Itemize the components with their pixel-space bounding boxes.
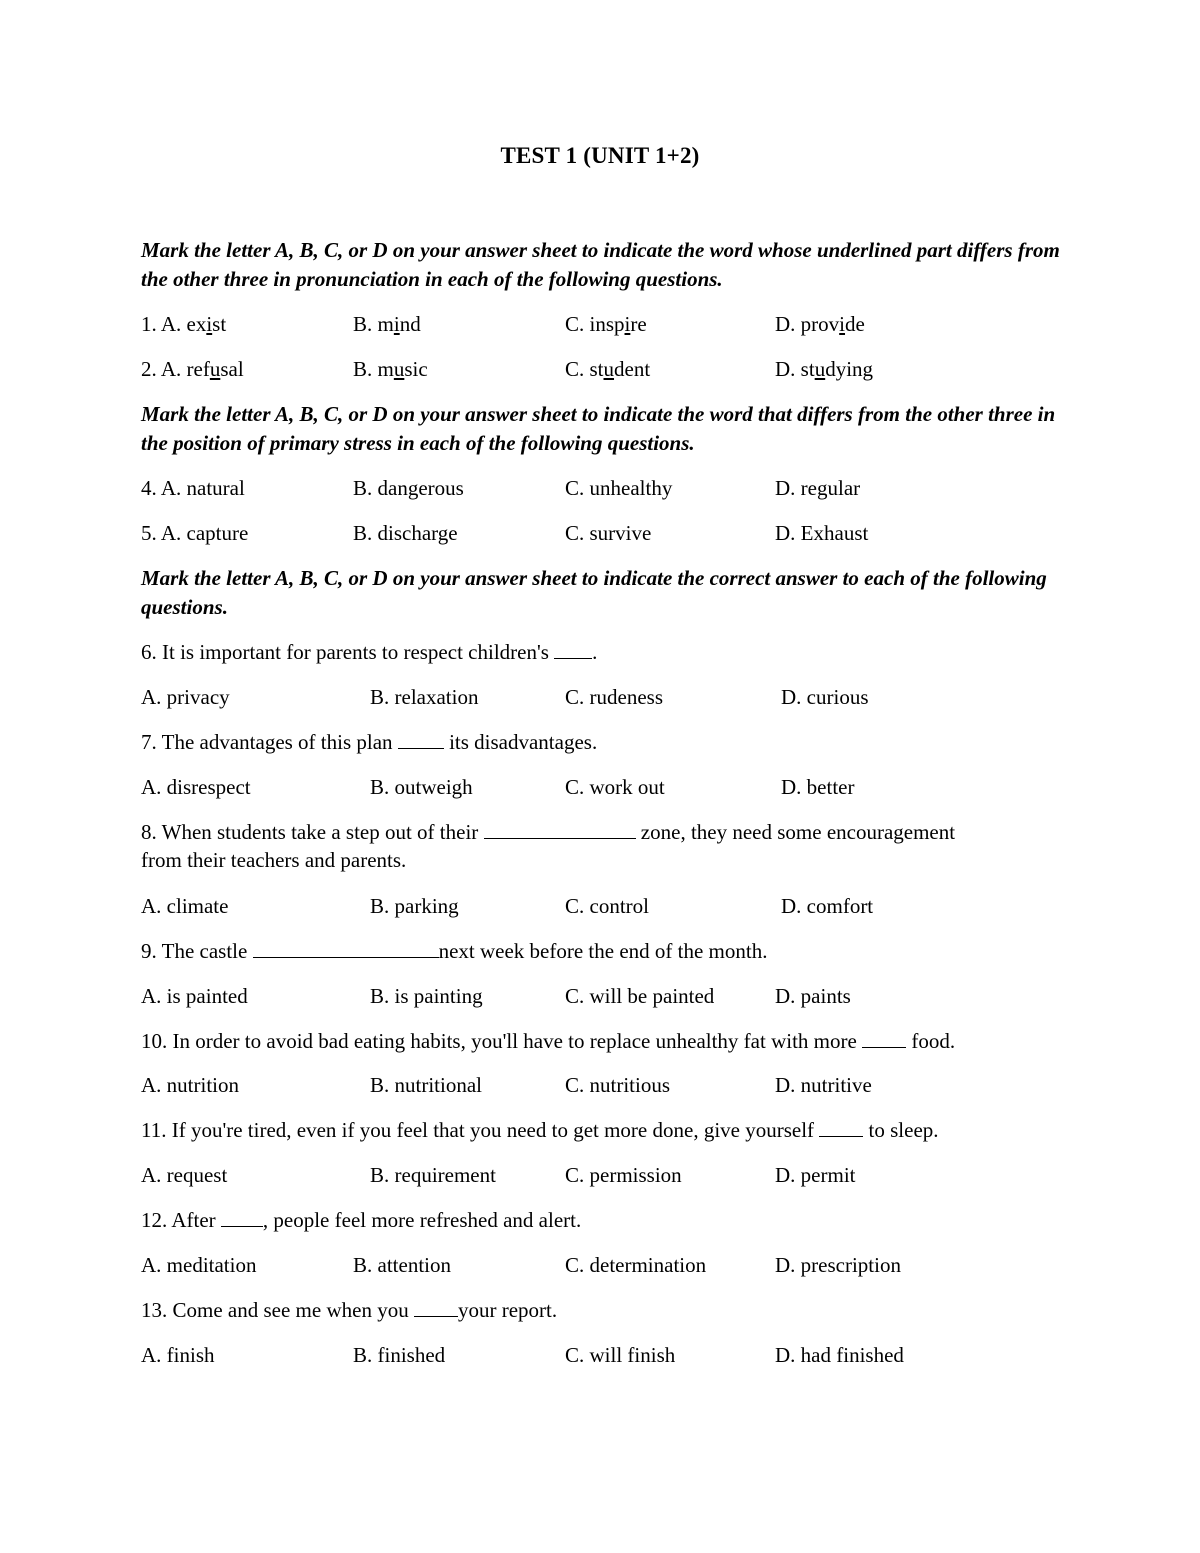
q13-option-c: C. will finish: [565, 1343, 676, 1367]
answer-blank: [414, 1298, 458, 1317]
q12-option-b: B. attention: [353, 1253, 451, 1277]
q8-option-a: A. climate: [141, 894, 229, 918]
answer-blank: [253, 939, 439, 958]
q8-option-b: B. parking: [370, 894, 459, 918]
q9-option-d: D. paints: [775, 984, 851, 1008]
q5-option-d: D. Exhaust: [775, 521, 869, 545]
q12-option-d: D. prescription: [775, 1253, 901, 1277]
q6-option-d: D. curious: [781, 685, 869, 709]
q4-option-a: 4. A. natural: [141, 476, 245, 500]
answer-blank: [398, 730, 444, 749]
q1-option-c: C. inspire: [565, 312, 647, 336]
answer-blank: [819, 1118, 863, 1137]
answer-blank: [484, 820, 636, 839]
q9-option-c: C. will be painted: [565, 984, 715, 1008]
q2-option-a: 2. A. refusal: [141, 357, 244, 381]
q2-option-b: B. music: [353, 357, 428, 381]
q1-option-b: B. mind: [353, 312, 421, 336]
question-8-stem: 8. When students take a step out of their zone, they need some encouragement: [141, 820, 956, 844]
instruction-stress: Mark the letter A, B, C, or D on your answer sheet to indicate the word that differs from the other three in the position of primary stress in each of the following questions.: [141, 402, 1056, 455]
q7-option-b: B. outweigh: [370, 775, 473, 799]
q4-option-d: D. regular: [775, 476, 861, 500]
q8-option-c: C. control: [565, 894, 649, 918]
q12-option-c: C. determination: [565, 1253, 707, 1277]
page-title: TEST 1 (UNIT 1+2): [500, 143, 700, 168]
q2-option-c: C. student: [565, 357, 651, 381]
q1-option-a: 1. A. exist: [141, 312, 227, 336]
q4-option-c: C. unhealthy: [565, 476, 673, 500]
instruction-pronunciation: Mark the letter A, B, C, or D on your answer sheet to indicate the word whose underlined part differs from the other three in pronunciation in each of the following questions.: [141, 238, 1060, 291]
question-10-stem: 10. In order to avoid bad eating habits, you'll have to replace unhealthy fat with more food.: [141, 1029, 956, 1053]
answer-blank: [554, 640, 592, 659]
q8-option-d: D. comfort: [781, 894, 874, 918]
q6-option-c: C. rudeness: [565, 685, 663, 709]
q6-option-a: A. privacy: [141, 685, 230, 709]
q10-option-b: B. nutritional: [370, 1073, 482, 1097]
q7-option-a: A. disrespect: [141, 775, 251, 799]
q11-option-b: B. requirement: [370, 1163, 496, 1187]
q5-option-b: B. discharge: [353, 521, 458, 545]
question-12-stem: 12. After , people feel more refreshed and alert.: [141, 1208, 582, 1232]
answer-blank: [862, 1029, 906, 1048]
question-8-stem-continued: from their teachers and parents.: [141, 848, 407, 872]
q5-option-a: 5. A. capture: [141, 521, 249, 545]
question-7-stem: 7. The advantages of this plan its disadvantages.: [141, 730, 598, 754]
instruction-correct-answer: Mark the letter A, B, C, or D on your answer sheet to indicate the correct answer to each of the following questions.: [141, 566, 1047, 619]
q1-option-d: D. provide: [775, 312, 865, 336]
question-6-stem: 6. It is important for parents to respect children's .: [141, 640, 598, 664]
q13-option-d: D. had finished: [775, 1343, 904, 1367]
q10-option-d: D. nutritive: [775, 1073, 872, 1097]
q10-option-c: C. nutritious: [565, 1073, 671, 1097]
q4-option-b: B. dangerous: [353, 476, 464, 500]
q10-option-a: A. nutrition: [141, 1073, 239, 1097]
q13-option-a: A. finish: [141, 1343, 215, 1367]
q11-option-d: D. permit: [775, 1163, 856, 1187]
question-11-stem: 11. If you're tired, even if you feel that you need to get more done, give yourself to sleep.: [141, 1118, 939, 1142]
q9-option-a: A. is painted: [141, 984, 248, 1008]
q11-option-a: A. request: [141, 1163, 228, 1187]
q12-option-a: A. meditation: [141, 1253, 257, 1277]
q7-option-c: C. work out: [565, 775, 665, 799]
q13-option-b: B. finished: [353, 1343, 446, 1367]
q6-option-b: B. relaxation: [370, 685, 479, 709]
q7-option-d: D. better: [781, 775, 855, 799]
q5-option-c: C. survive: [565, 521, 652, 545]
question-9-stem: 9. The castle next week before the end of the month.: [141, 939, 768, 963]
q2-option-d: D. studying: [775, 357, 874, 381]
question-13-stem: 13. Come and see me when you your report.: [141, 1298, 558, 1322]
answer-blank: [221, 1208, 263, 1227]
q9-option-b: B. is painting: [370, 984, 483, 1008]
q11-option-c: C. permission: [565, 1163, 682, 1187]
